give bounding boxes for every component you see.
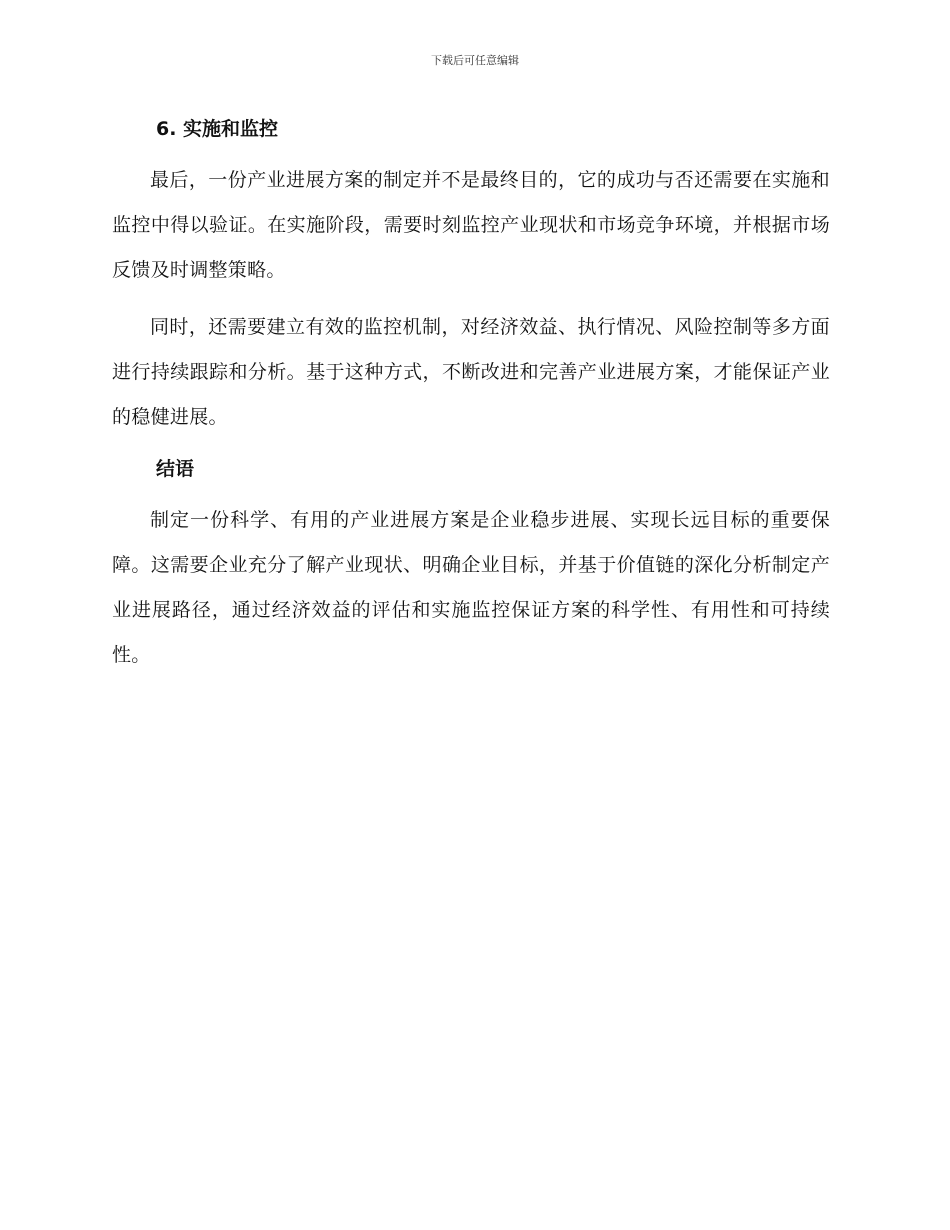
section-heading-conclusion: 结语 bbox=[156, 458, 195, 480]
header-note: 下载后可任意编辑 bbox=[431, 54, 519, 67]
paragraph: 同时，还需要建立有效的监控机制，对经济效益、执行情况、风险控制等多方面进行持续跟踪和分析。基于这种方式，不断改进和完善产业进展方案，才能保证产业的稳健进展。 bbox=[112, 316, 830, 428]
section-heading-implementation: 6. 实施和监控 bbox=[156, 118, 279, 140]
paragraph: 最后，一份产业进展方案的制定并不是最终目的，它的成功与否还需要在实施和监控中得以验证。在实施阶段，需要时刻监控产业现状和市场竞争环境，并根据市场反馈及时调整策略。 bbox=[112, 169, 830, 281]
document-content bbox=[112, 112, 830, 690]
paragraph: 制定一份科学、有用的产业进展方案是企业稳步进展、实现长远目标的重要保障。这需要企业充分了解产业现状、明确企业目标，并基于价值链的深化分析制定产业进展路径，通过经济效益的评估和实施监控保证方案的科学性、有用性和可持续性。 bbox=[112, 509, 830, 666]
